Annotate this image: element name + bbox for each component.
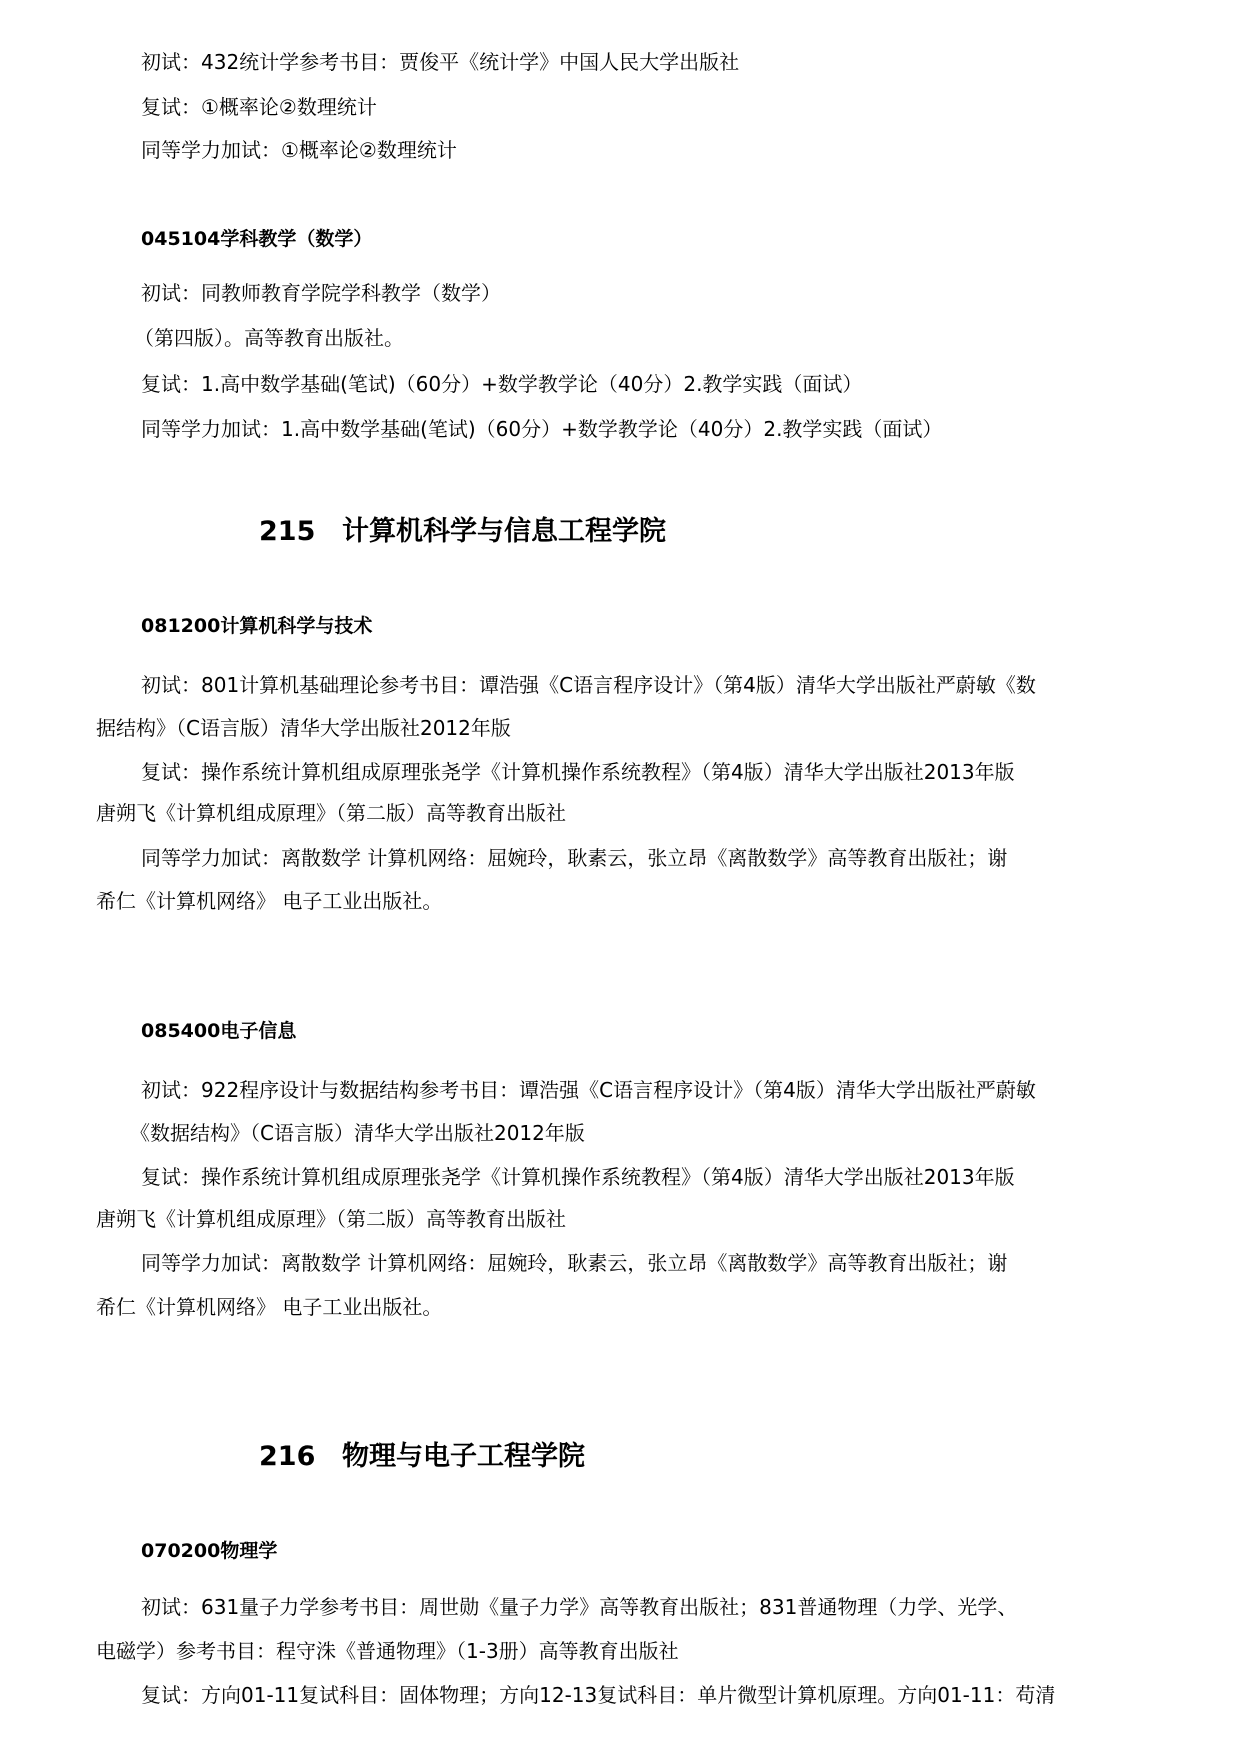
070200-initial-line2: 电磁学）参考书目：程守洙《普通物理》（1-3册）高等教育出版社	[96, 1639, 679, 1663]
college-code: 216	[259, 1441, 316, 1472]
081200-retest-line1: 复试：操作系统计算机组成原理张尧学《计算机操作系统教程》（第4版）清华大学出版社2013年版	[141, 760, 1015, 784]
statistics-equivalent: 同等学力加试：①概率论②数理统计	[141, 138, 457, 162]
085400-initial-line1: 初试：922程序设计与数据结构参考书目：谭浩强《C语言程序设计》（第4版）清华大学出版社严蔚敏	[141, 1078, 1036, 1102]
070200-retest-line1: 复试：方向01-11复试科目：固体物理；方向12-13复试科目：单片微型计算机原理。方向01-11：苟清	[141, 1683, 1056, 1707]
major-title-045104: 045104学科教学（数学）	[141, 228, 373, 250]
major-title-085400: 085400电子信息	[141, 1020, 297, 1042]
major-title-081200: 081200计算机科学与技术	[141, 615, 373, 637]
college-name: 计算机科学与信息工程学院	[342, 516, 666, 547]
045104-initial-line2: （第四版）。高等教育出版社。	[134, 326, 404, 350]
081200-retest-line2: 唐朔飞《计算机组成原理》（第二版）高等教育出版社	[96, 801, 566, 825]
085400-equivalent-line2: 希仁《计算机网络》 电子工业出版社。	[96, 1295, 443, 1319]
070200-initial-line1: 初试：631量子力学参考书目：周世勋《量子力学》高等教育出版社；831普通物理（力学、光学、	[141, 1595, 1018, 1619]
081200-initial-line1: 初试：801计算机基础理论参考书目：谭浩强《C语言程序设计》（第4版）清华大学出版社严蔚敏《数	[141, 673, 1036, 697]
085400-equivalent-line1: 同等学力加试：离散数学 计算机网络：屈婉玲，耿素云，张立昂《离散数学》高等教育出版社；谢	[141, 1251, 1008, 1275]
045104-retest: 复试：1.高中数学基础(笔试)（60分）+数学教学论（40分）2.教学实践（面试）	[141, 372, 863, 396]
085400-initial-line2: 《数据结构》（C语言版）清华大学出版社2012年版	[130, 1121, 585, 1145]
statistics-initial: 初试：432统计学参考书目：贾俊平《统计学》中国人民大学出版社	[141, 50, 740, 74]
045104-equivalent: 同等学力加试：1.高中数学基础(笔试)（60分）+数学教学论（40分）2.教学实践（面试）	[141, 417, 943, 441]
081200-equivalent-line1: 同等学力加试：离散数学 计算机网络：屈婉玲，耿素云，张立昂《离散数学》高等教育出版社；谢	[141, 846, 1008, 870]
085400-retest-line2: 唐朔飞《计算机组成原理》（第二版）高等教育出版社	[96, 1207, 566, 1231]
081200-equivalent-line2: 希仁《计算机网络》 电子工业出版社。	[96, 889, 443, 913]
085400-retest-line1: 复试：操作系统计算机组成原理张尧学《计算机操作系统教程》（第4版）清华大学出版社2013年版	[141, 1165, 1015, 1189]
statistics-retest: 复试：①概率论②数理统计	[141, 95, 377, 119]
college-name: 物理与电子工程学院	[342, 1441, 585, 1472]
college-code: 215	[259, 516, 316, 547]
major-title-070200: 070200物理学	[141, 1540, 278, 1562]
081200-initial-line2: 据结构》（C语言版）清华大学出版社2012年版	[96, 716, 511, 740]
045104-initial-line1: 初试：同教师教育学院学科教学（数学）	[141, 281, 501, 305]
